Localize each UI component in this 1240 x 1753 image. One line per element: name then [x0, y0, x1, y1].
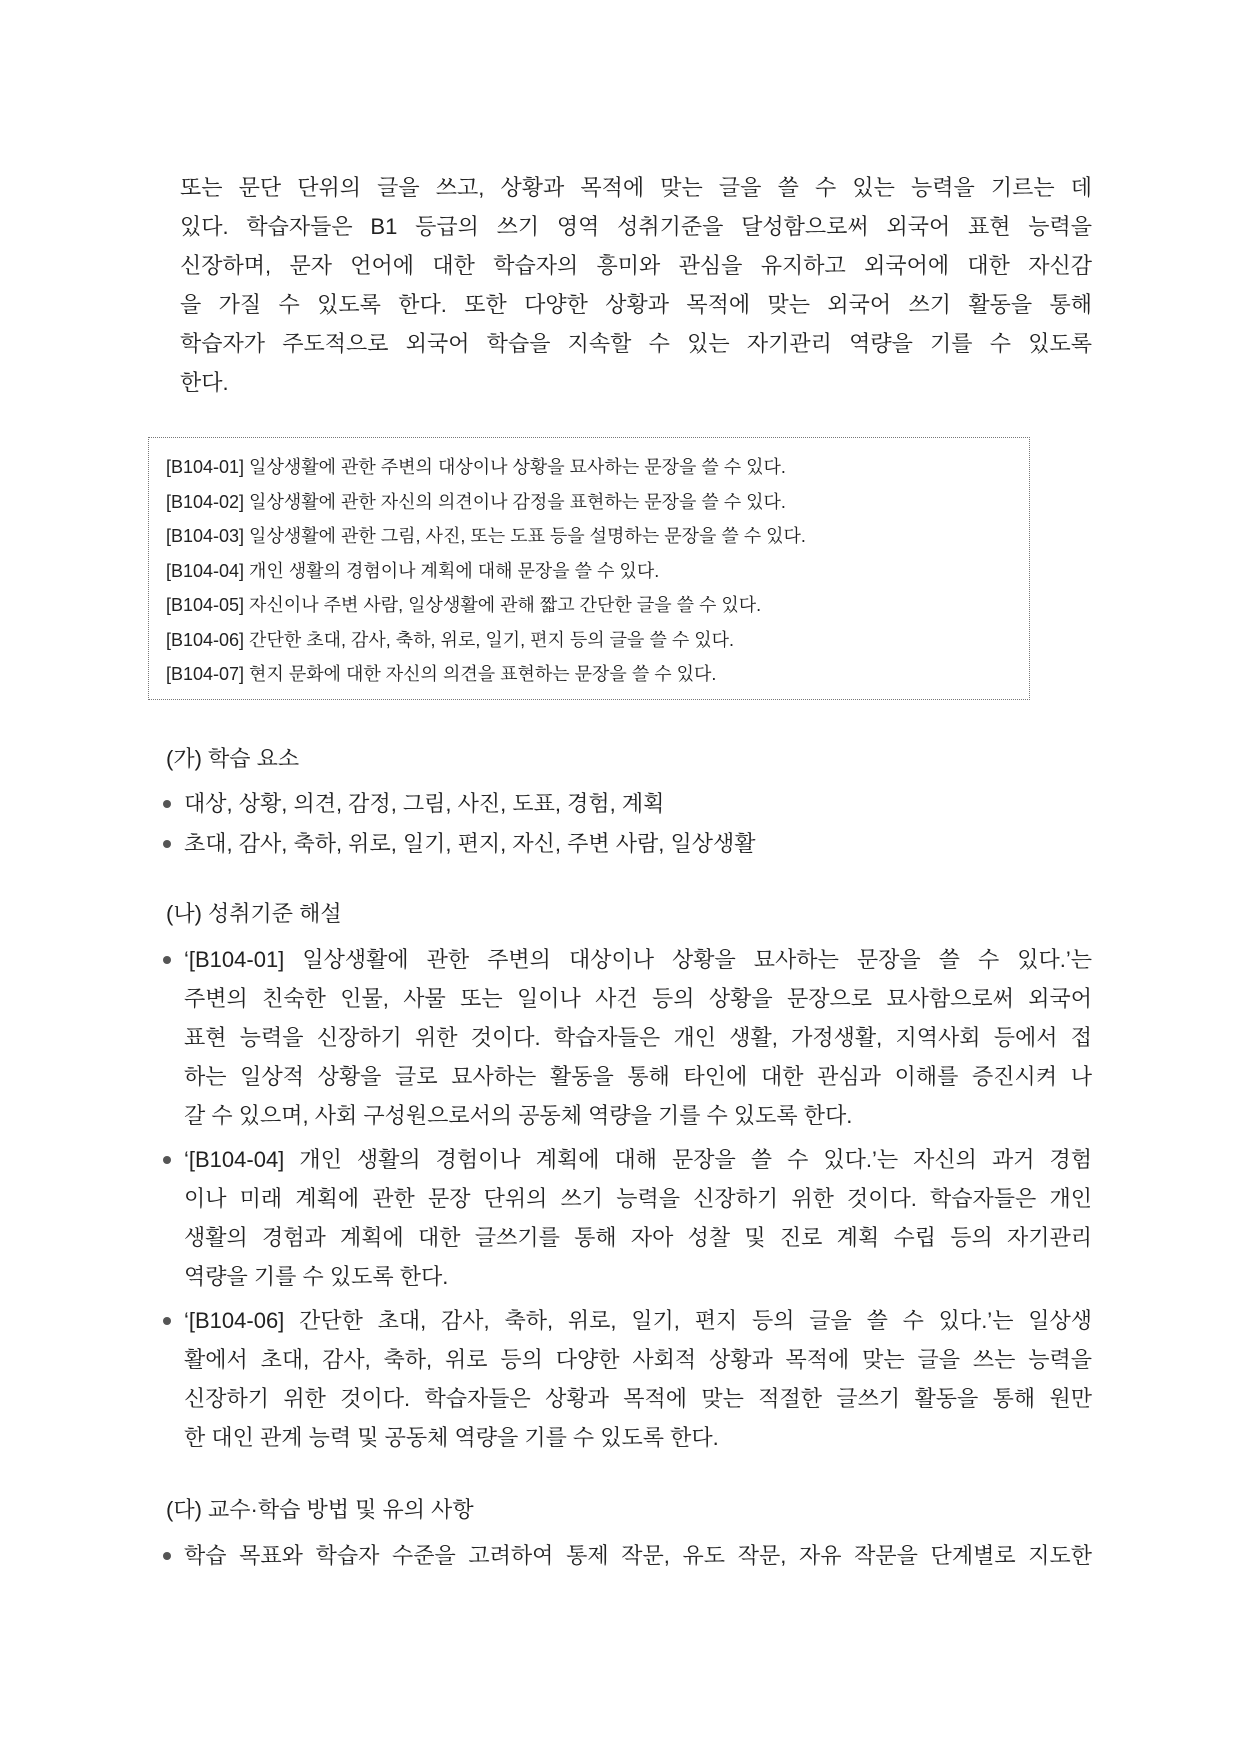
bullet-line: 대상, 상황, 의견, 감정, 그림, 사진, 도표, 경험, 계획 — [184, 791, 665, 816]
bullet-item — [160, 1140, 1092, 1296]
bullet-dot-icon — [163, 956, 171, 964]
standard-item: [B104-02] 일상생활에 관한 자신의 의견이나 감정을 표현하는 문장을 쓸 수 있다. — [166, 491, 786, 512]
standard-item: [B104-05] 자신이나 주변 사람, 일상생활에 관해 짧고 간단한 글을 쓸 수 있다. — [166, 595, 762, 615]
bullet-line: 활에서 초대, 감사, 축하, 위로 등의 다양한 사회적 상황과 목적에 맞는 글을 쓰는 능력을 — [184, 1347, 1092, 1372]
bullet-dot-icon — [163, 1317, 171, 1325]
bullet-line: 생활의 경험과 계획에 대한 글쓰기를 통해 자아 성찰 및 진로 계획 수립 등의 자기관리 — [184, 1225, 1092, 1250]
section-heading-teaching-methods: (다) 교수·학습 방법 및 유의 사항 — [166, 1497, 474, 1522]
intro-line: 또는 문단 단위의 글을 쓰고, 상황과 목적에 맞는 글을 쓸 수 있는 능력을 기르는 데 — [180, 175, 1092, 200]
bullet-line: 주변의 친숙한 인물, 사물 또는 일이나 사건 등의 상황을 문장으로 묘사함으로써 외국어 — [184, 986, 1092, 1011]
intro-paragraph — [180, 168, 1092, 402]
standard-item: [B104-03] 일상생활에 관한 그림, 사진, 또는 도표 등을 설명하는 문장을 쓸 수 있다. — [166, 526, 806, 546]
intro-line: 신장하며, 문자 언어에 대한 학습자의 흥미와 관심을 유지하고 외국어에 대한 자신감 — [180, 253, 1092, 278]
bullet-line: 초대, 감사, 축하, 위로, 일기, 편지, 자신, 주변 사람, 일상생활 — [184, 831, 756, 856]
bullet-dot-icon — [163, 840, 171, 848]
bullet-text — [184, 940, 1092, 1135]
achievement-standards-box — [148, 437, 1030, 700]
bullet-item — [160, 1301, 1092, 1457]
standard-item: [B104-06] 간단한 초대, 감사, 축하, 위로, 일기, 편지 등의 글을 쓸 수 있다. — [166, 629, 734, 650]
bullet-line: 신장하기 위한 것이다. 학습자들은 상황과 목적에 맞는 적절한 글쓰기 활동을 통해 원만 — [184, 1386, 1092, 1411]
bullet-dot-icon — [163, 1552, 171, 1560]
intro-line: 있다. 학습자들은 B1 등급의 쓰기 영역 성취기준을 달성함으로써 외국어 표현 능력을 — [180, 214, 1092, 239]
bullet-text — [184, 784, 1092, 824]
bullet-line: 역량을 기를 수 있도록 한다. — [184, 1264, 449, 1289]
intro-line: 을 가질 수 있도록 한다. 또한 다양한 상황과 목적에 맞는 외국어 쓰기 활동을 통해 — [180, 292, 1092, 317]
bullet-item — [160, 940, 1092, 1135]
bullet-line: 한 대인 관계 능력 및 공동체 역량을 기를 수 있도록 한다. — [184, 1425, 719, 1450]
bullet-text — [184, 1536, 1092, 1575]
intro-line: 한다. — [180, 370, 229, 395]
bullet-dot-icon — [163, 800, 171, 808]
bullet-line: ‘[B104-01] 일상생활에 관한 주변의 대상이나 상황을 묘사하는 문장을 쓸 수 있다.’는 — [184, 947, 1092, 972]
bullet-text — [184, 1140, 1092, 1296]
section-heading-learning-elements: (가) 학습 요소 — [166, 746, 300, 771]
bullet-line: 표현 능력을 신장하기 위한 것이다. 학습자들은 개인 생활, 가정생활, 지역사회 등에서 접 — [184, 1025, 1092, 1050]
intro-line: 학습자가 주도적으로 외국어 학습을 지속할 수 있는 자기관리 역량을 기를 수 있도록 — [180, 331, 1092, 356]
section-heading-standards-commentary: (나) 성취기준 해설 — [166, 901, 342, 926]
bullet-line: 갈 수 있으며, 사회 구성원으로서의 공동체 역량을 기를 수 있도록 한다. — [184, 1103, 853, 1128]
bullet-item — [160, 1536, 1092, 1575]
bullet-item — [160, 784, 1092, 824]
bullet-text — [184, 1301, 1092, 1457]
bullet-line: 학습 목표와 학습자 수준을 고려하여 통제 작문, 유도 작문, 자유 작문을 단계별로 지도한 — [184, 1543, 1092, 1568]
standard-item: [B104-07] 현지 문화에 대한 자신의 의견을 표현하는 문장을 쓸 수 있다. — [166, 664, 717, 684]
bullet-line: ‘[B104-04] 개인 생활의 경험이나 계획에 대해 문장을 쓸 수 있다.’는 자신의 과거 경험 — [184, 1147, 1092, 1172]
bullet-text — [184, 824, 1092, 864]
bullet-line: 이나 미래 계획에 관한 문장 단위의 쓰기 능력을 신장하기 위한 것이다. 학습자들은 개인 — [184, 1186, 1092, 1211]
standard-item: [B104-01] 일상생활에 관한 주변의 대상이나 상황을 묘사하는 문장을 쓸 수 있다. — [166, 457, 786, 477]
bullet-dot-icon — [163, 1156, 171, 1164]
bullet-line: 하는 일상적 상황을 글로 묘사하는 활동을 통해 타인에 대한 관심과 이해를 증진시켜 나 — [184, 1064, 1092, 1089]
standard-item: [B104-04] 개인 생활의 경험이나 계획에 대해 문장을 쓸 수 있다. — [166, 560, 660, 581]
bullet-item — [160, 824, 1092, 864]
bullet-line: ‘[B104-06] 간단한 초대, 감사, 축하, 위로, 일기, 편지 등의 글을 쓸 수 있다.’는 일상생 — [184, 1308, 1092, 1333]
